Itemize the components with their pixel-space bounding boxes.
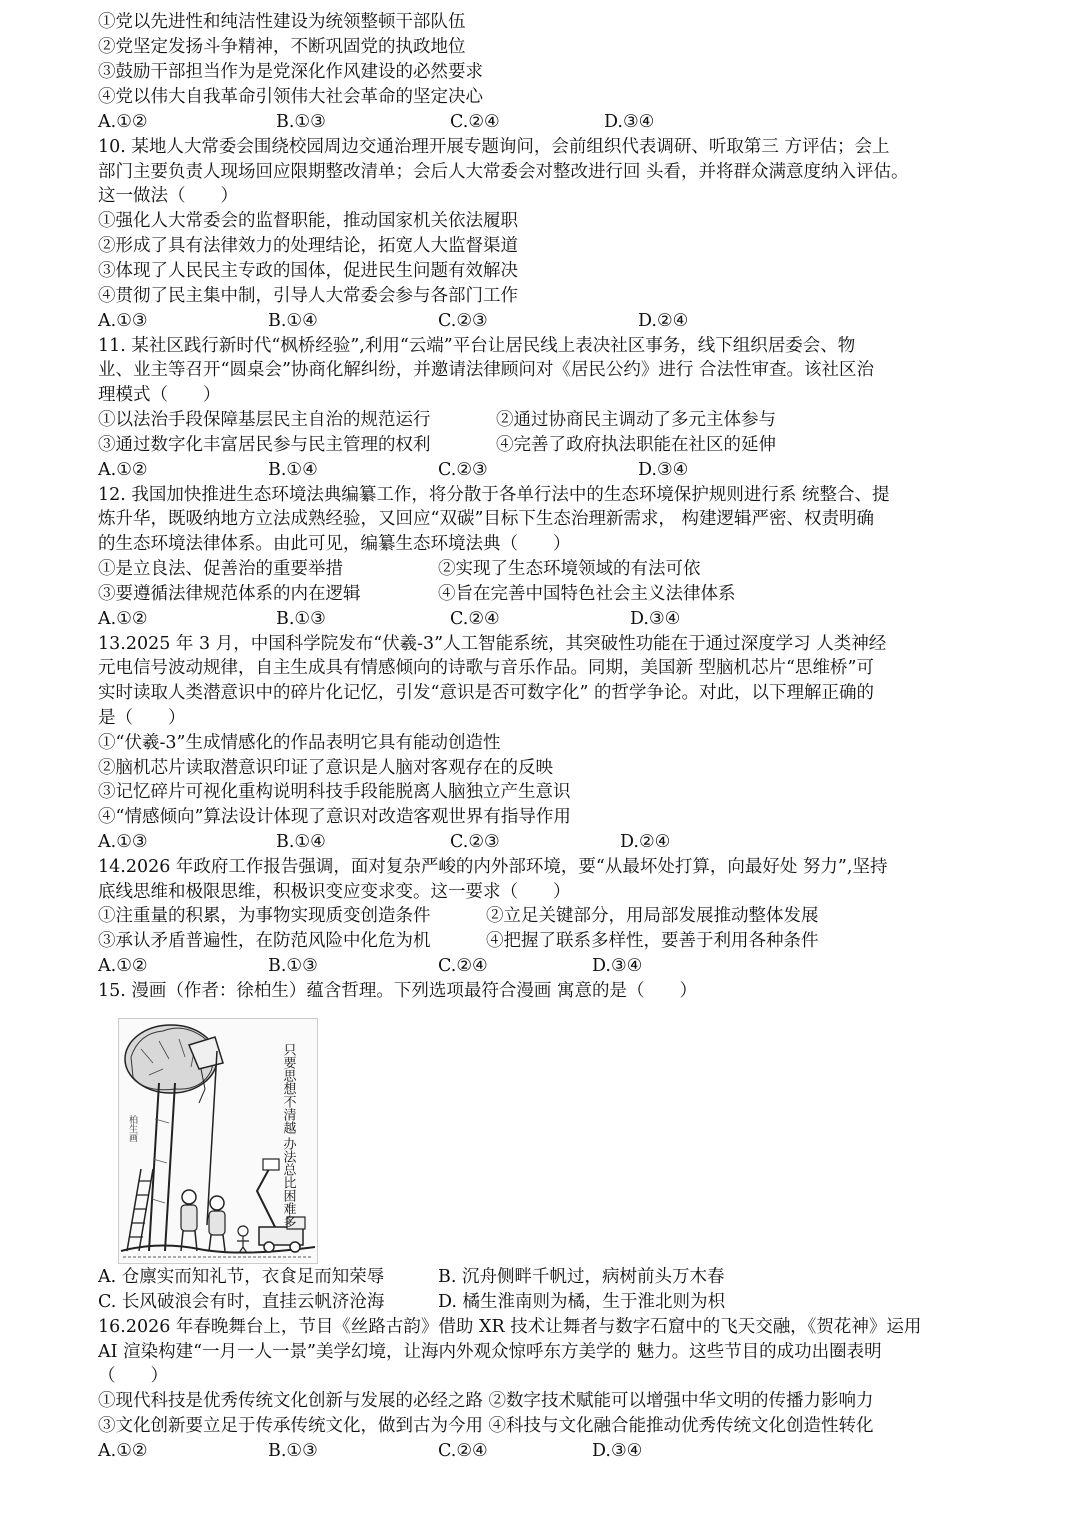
- q14-item-2: ②立足关键部分，用局部发展推动整体发展: [486, 906, 819, 926]
- q10-item-4: ④贯彻了民主集中制，引导人大常委会参与各部门工作: [98, 286, 518, 306]
- q16-options: [98, 1439, 1038, 1463]
- q10-item-3: ③体现了人民民主专政的国体，促进民生问题有效解决: [98, 261, 518, 281]
- q9-option-c[interactable]: C.②④: [450, 112, 500, 132]
- q14-option-d[interactable]: D.③④: [592, 956, 643, 976]
- q13-stem-1: 13.2025 年 3 月，中国科学院发布“伏羲-3”人工智能系统，其突破性功能在于通过深度学习 人类神经: [98, 634, 887, 654]
- q11-item-2: ②通过协商民主调动了多元主体参与: [496, 410, 776, 430]
- q12-items-row-2: [98, 582, 1038, 606]
- q12-item-4: ④旨在完善中国特色社会主义法律体系: [438, 584, 736, 604]
- q10-option-c[interactable]: C.②③: [438, 311, 488, 331]
- q13-item-3: ③记忆碎片可视化重构说明科技手段能脱离人脑独立产生意识: [98, 782, 571, 802]
- q12-item-3: ③要遵循法律规范体系的内在逻辑: [98, 584, 361, 604]
- q12-stem-2: 炼升华，既吸纳地方立法成熟经验，又回应“双碳”目标下生态治理新需求， 构建逻辑严密、权责明确: [98, 509, 874, 529]
- q11-item-4: ④完善了政府执法职能在社区的延伸: [496, 435, 776, 455]
- q10-options: [98, 309, 1038, 333]
- q13-options: [98, 830, 1038, 854]
- q16-items-row-1: ①现代科技是优秀传统文化创新与发展的必经之路 ②数字技术赋能可以增强中华文明的传播力影响力: [98, 1391, 874, 1411]
- q15-stem: 15. 漫画（作者：徐柏生）蕴含哲理。下列选项最符合漫画 寓意的是（ ）: [98, 981, 697, 1001]
- q10-item-2: ②形成了具有法律效力的处理结论，拓宽人大监督渠道: [98, 236, 518, 256]
- q12-item-2: ②实现了生态环境领域的有法可依: [438, 559, 701, 579]
- q12-option-a[interactable]: A.①②: [98, 609, 148, 629]
- q14-items-row-1: [98, 904, 1038, 928]
- q11-items-row-1: [98, 408, 1038, 432]
- q15-option-d[interactable]: D. 橘生淮南则为橘，生于淮北则为枳: [438, 1292, 726, 1312]
- q16-stem-1: 16.2026 年春晚舞台上，节目《丝路古韵》借助 XR 技术让舞者与数字石窟中的飞天交融，《贺花神》运用: [98, 1317, 922, 1337]
- q10-option-d[interactable]: D.②④: [638, 311, 689, 331]
- q15-option-c[interactable]: C. 长风破浪会有时，直挂云帆济沧海: [98, 1292, 385, 1312]
- q9-item-4: ④党以伟大自我革命引领伟大社会革命的坚定决心: [98, 87, 483, 107]
- q9-option-a[interactable]: A.①②: [98, 112, 148, 132]
- q13-item-4: ④“情感倾向”算法设计体现了意识对改造客观世界有指导作用: [98, 807, 571, 827]
- q14-item-3: ③承认矛盾普遍性，在防范风险中化危为机: [98, 931, 431, 951]
- q13-item-2: ②脑机芯片读取潜意识印证了意识是人脑对客观存在的反映: [98, 758, 553, 778]
- q11-item-3: ③通过数字化丰富居民参与民主管理的权利: [98, 435, 431, 455]
- q13-stem-2: 元电信号波动规律，自主生成具有情感倾向的诗歌与音乐作品。同期，美国新 型脑机芯片“思维桥”可: [98, 658, 874, 678]
- q9-item-3: ③鼓励干部担当作为是党深化作风建设的必然要求: [98, 62, 483, 82]
- cartoon-image: [118, 1018, 318, 1264]
- q14-option-c[interactable]: C.②④: [438, 956, 488, 976]
- q12-option-d[interactable]: D.③④: [630, 609, 681, 629]
- q13-stem-4: 是（ ）: [98, 708, 186, 728]
- q11-options: [98, 458, 1038, 482]
- q11-item-1: ①以法治手段保障基层民主自治的规范运行: [98, 410, 431, 430]
- q9-options: [98, 110, 1038, 134]
- q12-item-1: ①是立良法、促善治的重要举措: [98, 559, 343, 579]
- q16-option-b[interactable]: B.①③: [268, 1441, 318, 1461]
- q11-option-b[interactable]: B.①④: [268, 460, 318, 480]
- q14-stem-1: 14.2026 年政府工作报告强调，面对复杂严峻的内外部环境，要“从最坏处打算，向最好处 努力”,坚持: [98, 857, 888, 877]
- q16-items-row-2: ③文化创新要立足于传承传统文化，做到古为今用 ④科技与文化融合能推动优秀传统文化创造性转化: [98, 1416, 874, 1436]
- q16-option-a[interactable]: A.①②: [98, 1441, 148, 1461]
- q13-stem-3: 实时读取人类潜意识中的碎片化记忆，引发“意识是否可数字化” 的哲学争论。对此，以下理解正确的: [98, 683, 874, 703]
- q12-stem-1: 12. 我国加快推进生态环境法典编纂工作，将分散于各单行法中的生态环境保护规则进行系 统整合、提: [98, 485, 890, 505]
- cartoon-caption: 只要思想不清越 办法总比困难多: [281, 1043, 297, 1229]
- q9-option-b[interactable]: B.①③: [276, 112, 326, 132]
- q11-stem-2: 业、业主等召开“圆桌会”协商化解纠纷，并邀请法律顾问对《居民公约》进行 合法性审查。该社区治: [98, 360, 874, 380]
- q10-stem-2: 部门主要负责人现场回应限期整改清单；会后人大常委会对整改进行回 头看，并将群众满意度纳入评估。: [98, 162, 909, 182]
- q14-items-row-2: [98, 929, 1038, 953]
- q16-option-d[interactable]: D.③④: [592, 1441, 643, 1461]
- q11-items-row-2: [98, 433, 1038, 457]
- q16-stem-2: AI 渲染构建“一月一人一景”美学幻境，让海内外观众惊呼东方美学的 魅力。这些节目的成功出圈表明: [98, 1342, 882, 1362]
- q15-option-a[interactable]: A. 仓廪实而知礼节，衣食足而知荣辱: [98, 1267, 385, 1287]
- q13-option-b[interactable]: B.①④: [276, 832, 326, 852]
- cartoon-signature: 柏生画: [128, 1115, 138, 1142]
- q14-options: [98, 954, 1038, 978]
- q12-option-b[interactable]: B.①③: [276, 609, 326, 629]
- q10-stem-3: 这一做法（ ）: [98, 186, 238, 206]
- q15-option-b[interactable]: B. 沉舟侧畔千帆过，病树前头万木春: [438, 1267, 725, 1287]
- q14-option-b[interactable]: B.①③: [268, 956, 318, 976]
- q11-option-a[interactable]: A.①②: [98, 460, 148, 480]
- q12-stem-3: 的生态环境法律体系。由此可见，编纂生态环境法典（ ）: [98, 534, 571, 554]
- q10-option-a[interactable]: A.①③: [98, 311, 148, 331]
- q10-stem-1: 10. 某地人大常委会围绕校园周边交通治理开展专题询问，会前组织代表调研、听取第三 方评估；会上: [98, 137, 890, 157]
- q9-option-d[interactable]: D.③④: [604, 112, 655, 132]
- q9-item-2: ②党坚定发扬斗争精神，不断巩固党的执政地位: [98, 37, 466, 57]
- q13-item-1: ①“伏羲-3”生成情感化的作品表明它具有能动创造性: [98, 733, 501, 753]
- q12-items-row-1: [98, 557, 1038, 581]
- q14-item-1: ①注重量的积累，为事物实现质变创造条件: [98, 906, 431, 926]
- q11-option-d[interactable]: D.③④: [638, 460, 689, 480]
- q10-option-b[interactable]: B.①④: [268, 311, 318, 331]
- q16-option-c[interactable]: C.②④: [438, 1441, 488, 1461]
- q11-stem-3: 理模式（ ）: [98, 385, 221, 405]
- q10-item-1: ①强化人大常委会的监督职能，推动国家机关依法履职: [98, 211, 518, 231]
- q9-item-1: ①党以先进性和纯洁性建设为统领整顿干部队伍: [98, 12, 466, 32]
- q14-stem-2: 底线思维和极限思维，积极识变应变求变。这一要求（ ）: [98, 882, 571, 902]
- q16-stem-3: （ ）: [98, 1366, 168, 1386]
- q15-options-row-2: [98, 1290, 1038, 1314]
- q12-options: [98, 607, 1038, 631]
- q14-item-4: ④把握了联系多样性，要善于利用各种条件: [486, 931, 819, 951]
- q13-option-c[interactable]: C.②③: [450, 832, 500, 852]
- q13-option-a[interactable]: A.①③: [98, 832, 148, 852]
- q13-option-d[interactable]: D.②④: [620, 832, 671, 852]
- q11-option-c[interactable]: C.②③: [438, 460, 488, 480]
- q11-stem-1: 11. 某社区践行新时代“枫桥经验”,利用“云端”平台让居民线上表决社区事务，线下组织居委会、物: [98, 336, 856, 356]
- q15-options-row-1: [98, 1265, 1038, 1289]
- q14-option-a[interactable]: A.①②: [98, 956, 148, 976]
- q12-option-c[interactable]: C.②④: [450, 609, 500, 629]
- cartoon-drawing: [119, 1019, 317, 1263]
